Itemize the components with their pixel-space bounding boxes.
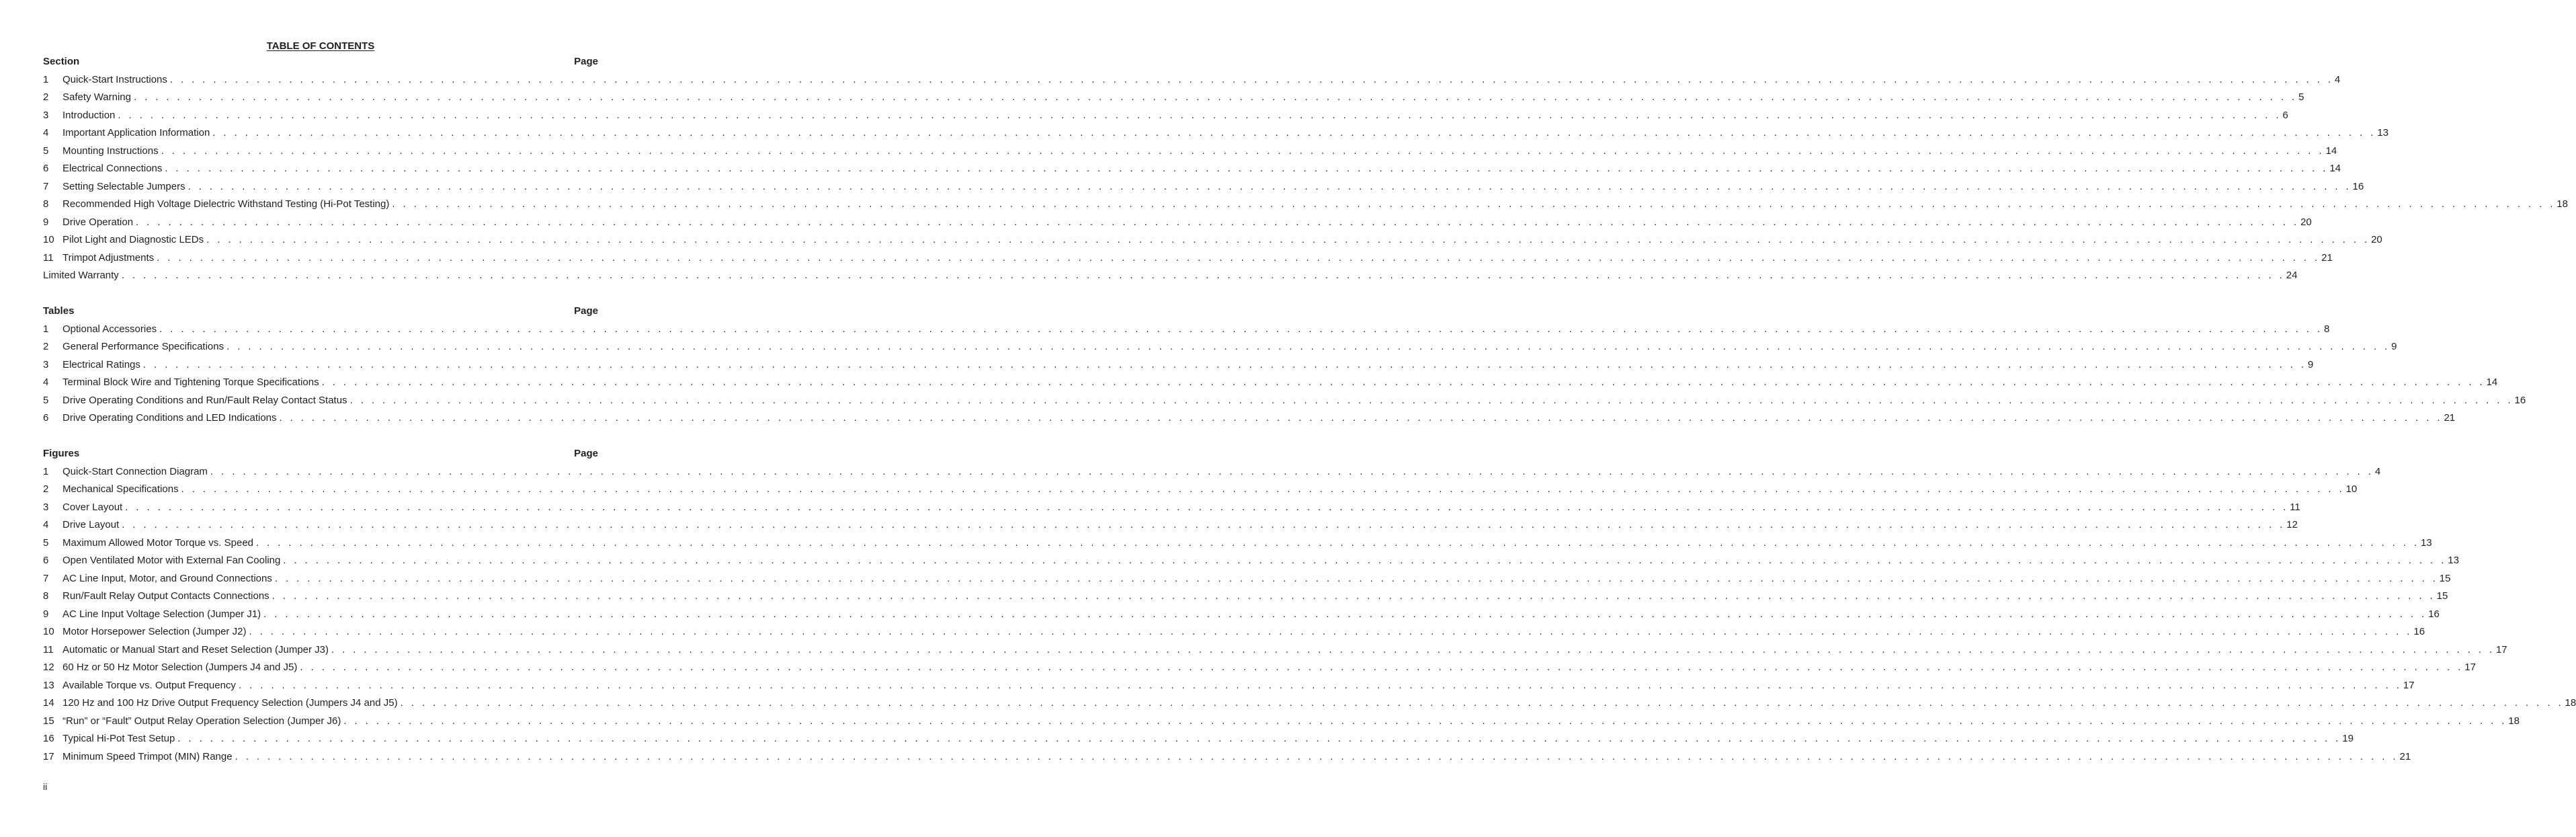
entry-label: Typical Hi-Pot Test Setup <box>63 733 175 744</box>
leader-dots: . . . . . . . . . . . . . . . . . . . . . . . . . . . . . . . . . . . . . . . . . . . . . . . . . . . . . . . . . . . . . . . . . . . . . . . . . . . . . . . . . . . . . . . . . . . . . . . . . . . . . . . . . . . . . . . . . . . . . . . . . . . . . . . . . . . . . . . . . . . . . . . . . . . . . . . . . . . . . . . . . . . . . . . . . . . . . . . . . . . . . . . . . . . . . . . . . . . . . . . . <box>235 750 2399 762</box>
leader-dots: . . . . . . . . . . . . . . . . . . . . . . . . . . . . . . . . . . . . . . . . . . . . . . . . . . . . . . . . . . . . . . . . . . . . . . . . . . . . . . . . . . . . . . . . . . . . . . . . . . . . . . . . . . . . . . . . . . . . . . . . . . . . . . . . . . . . . . . . . . . . . . . . . . . . . . . . . . . . . . . . . . . . . . . . . . . . . . . . . . . . . . . . . . . . . . . . . . . . . . . . <box>177 733 2341 744</box>
entry-label: Open Ventilated Motor with External Fan Cooling <box>63 555 281 566</box>
warranty-entry[interactable] <box>43 270 2298 288</box>
entry-page: 9 <box>2307 358 2314 370</box>
leader-dots: . . . . . . . . . . . . . . . . . . . . . . . . . . . . . . . . . . . . . . . . . . . . . . . . . . . . . . . . . . . . . . . . . . . . . . . . . . . . . . . . . . . . . . . . . . . . . . . . . . . . . . . . . . . . . . . . . . . . . . . . . . . . . . . . . . . . . . . . . . . . . . . . . . . . . . . . . . . . . . . . . . . . . . . . . . . . . . . . . . . . . . . . . . . . . . . . . . . . . . . . <box>142 358 2307 370</box>
toc-entry[interactable] <box>43 341 2397 359</box>
entry-label: Automatic or Manual Start and Reset Selection (Jumper J3) <box>63 643 329 655</box>
entry-page: 16 <box>2413 626 2425 637</box>
entry-label: Recommended High Voltage Dielectric Withstand Testing (Hi-Pot Testing) <box>63 198 390 210</box>
section-heading: Section <box>43 56 80 67</box>
entry-label: Pilot Light and Diagnostic LEDs <box>63 234 204 245</box>
toc-entry[interactable] <box>43 234 2382 252</box>
entry-label: Mounting Instructions <box>63 145 159 157</box>
entry-label: Drive Operation <box>63 216 134 228</box>
entry-page: 18 <box>2557 198 2568 210</box>
entry-page: 18 <box>2508 715 2520 727</box>
entry-label: 120 Hz and 100 Hz Drive Output Frequency Selection (Jumpers J4 and J5) <box>63 697 398 709</box>
leader-dots: . . . . . . . . . . . . . . . . . . . . . . . . . . . . . . . . . . . . . . . . . . . . . . . . . . . . . . . . . . . . . . . . . . . . . . . . . . . . . . . . . . . . . . . . . . . . . . . . . . . . . . . . . . . . . . . . . . . . . . . . . . . . . . . . . . . . . . . . . . . . . . . . . . . . . . . . . . . . . . . . . . . . . . . . . . . . . . . . . . . . . . . . . . . . . . . . . . . . . . . . <box>206 234 2370 245</box>
leader-dots: . . . . . . . . . . . . . . . . . . . . . . . . . . . . . . . . . . . . . . . . . . . . . . . . . . . . . . . . . . . . . . . . . . . . . . . . . . . . . . . . . . . . . . . . . . . . . . . . . . . . . . . . . . . . . . . . . . . . . . . . . . . . . . . . . . . . . . . . . . . . . . . . . . . . . . . . . . . . . . . . . . . . . . . . . . . . . . . . . . . . . . . . . . . . . . . . . . . . . . . . <box>165 163 2329 174</box>
leader-dots: . . . . . . . . . . . . . . . . . . . . . . . . . . . . . . . . . . . . . . . . . . . . . . . . . . . . . . . . . . . . . . . . . . . . . . . . . . . . . . . . . . . . . . . . . . . . . . . . . . . . . . . . . . . . . . . . . . . . . . . . . . . . . . . . . . . . . . . . . . . . . . . . . . . . . . . . . . . . . . . . . . . . . . . . . . . . . . . . . . . . . . . . . . . . . . . . . . . . . . . . <box>274 572 2438 584</box>
entry-page: 20 <box>2300 216 2312 228</box>
toc-entry[interactable] <box>43 412 2456 430</box>
entry-page: 14 <box>2486 376 2498 388</box>
entry-number: 5 <box>43 145 49 157</box>
leader-dots: . . . . . . . . . . . . . . . . . . . . . . . . . . . . . . . . . . . . . . . . . . . . . . . . . . . . . . . . . . . . . . . . . . . . . . . . . . . . . . . . . . . . . . . . . . . . . . . . . . . . . . . . . . . . . . . . . . . . . . . . . . . . . . . . . . . . . . . . . . . . . . . . . . . . . . . . . . . . . . . . . . . . . . . . . . . . . . . . . . . . . . . . . . . . . . . . . . . . . . . . <box>226 341 2391 352</box>
figures-page-heading: Page <box>574 448 598 459</box>
entry-label: Mechanical Specifications <box>63 483 179 495</box>
leader-dots: . . . . . . . . . . . . . . . . . . . . . . . . . . . . . . . . . . . . . . . . . . . . . . . . . . . . . . . . . . . . . . . . . . . . . . . . . . . . . . . . . . . . . . . . . . . . . . . . . . . . . . . . . . . . . . . . . . . . . . . . . . . . . . . . . . . . . . . . . . . . . . . . . . . . . . . . . . . . . . . . . . . . . . . . . . . . . . . . . . . . . . . . . . . . . . . . . . . . . . . . <box>188 180 2352 192</box>
toc-entry[interactable] <box>43 376 2498 395</box>
entry-page: 17 <box>2403 679 2415 691</box>
page-number-footer: ii <box>43 781 48 792</box>
tables-entries <box>43 323 2526 430</box>
leader-dots: . . . . . . . . . . . . . . . . . . . . . . . . . . . . . . . . . . . . . . . . . . . . . . . . . . . . . . . . . . . . . . . . . . . . . . . . . . . . . . . . . . . . . . . . . . . . . . . . . . . . . . . . . . . . . . . . . . . . . . . . . . . . . . . . . . . . . . . . . . . . . . . . . . . . . . . . . . . . . . . . . . . . . . . . . . . . . . . . . . . . . . . . . . . . . . . . . . . . . . . . <box>169 73 2333 85</box>
entry-label: Terminal Block Wire and Tightening Torque Specifications <box>63 376 319 388</box>
leader-dots: . . . . . . . . . . . . . . . . . . . . . . . . . . . . . . . . . . . . . . . . . . . . . . . . . . . . . . . . . . . . . . . . . . . . . . . . . . . . . . . . . . . . . . . . . . . . . . . . . . . . . . . . . . . . . . . . . . . . . . . . . . . . . . . . . . . . . . . . . . . . . . . . . . . . . . . . . . . . . . . . . . . . . . . . . . . . . . . . . . . . . . . . . . . . . . . . . . . . . . . . <box>279 412 2443 424</box>
entry-number: 2 <box>43 91 49 103</box>
leader-dots: . . . . . . . . . . . . . . . . . . . . . . . . . . . . . . . . . . . . . . . . . . . . . . . . . . . . . . . . . . . . . . . . . . . . . . . . . . . . . . . . . . . . . . . . . . . . . . . . . . . . . . . . . . . . . . . . . . . . . . . . . . . . . . . . . . . . . . . . . . . . . . . . . . . . . . . . . . . . . . . . . . . . . . . . . . . . . . . . . . . . . . . . . . . . . . . . . . . . . . . . <box>136 216 2299 228</box>
entry-page: 11 <box>2290 501 2300 513</box>
entry-page: 14 <box>2329 163 2341 174</box>
entry-page: 18 <box>2565 697 2576 709</box>
toc-entry[interactable] <box>43 91 2304 110</box>
entry-page: 19 <box>2342 733 2354 744</box>
entry-label: Trimpot Adjustments <box>63 251 155 264</box>
leader-dots: . . . . . . . . . . . . . . . . . . . . . . . . . . . . . . . . . . . . . . . . . . . . . . . . . . . . . . . . . . . . . . . . . . . . . . . . . . . . . . . . . . . . . . . . . . . . . . . . . . . . . . . . . . . . . . . . . . . . . . . . . . . . . . . . . . . . . . . . . . . . . . . . . . . . . . . . . . . . . . . . . . . . . . . . . . . . . . . . . . . . . . . . . . . . . . . . . . . . . . . . <box>125 501 2289 513</box>
leader-dots: . . . . . . . . . . . . . . . . . . . . . . . . . . . . . . . . . . . . . . . . . . . . . . . . . . . . . . . . . . . . . . . . . . . . . . . . . . . . . . . . . . . . . . . . . . . . . . . . . . . . . . . . . . . . . . . . . . . . . . . . . . . . . . . . . . . . . . . . . . . . . . . . . . . . . . . . . . . . . . . . . . . . . . . . . . . . . . . . . . . . . . . . . . . . . . . . . . . . . . . . <box>400 697 2564 709</box>
entry-number: 5 <box>43 536 49 549</box>
entry-number: 3 <box>43 358 49 370</box>
leader-dots: . . . . . . . . . . . . . . . . . . . . . . . . . . . . . . . . . . . . . . . . . . . . . . . . . . . . . . . . . . . . . . . . . . . . . . . . . . . . . . . . . . . . . . . . . . . . . . . . . . . . . . . . . . . . . . . . . . . . . . . . . . . . . . . . . . . . . . . . . . . . . . . . . . . . . . . . . . . . . . . . . . . . . . . . . . . . . . . . . . . . . . . . . . . . . . . . . . . . . . . . <box>300 662 2464 673</box>
entry-number: 9 <box>43 216 49 228</box>
entry-label: Limited Warranty <box>43 270 119 281</box>
entry-page: 24 <box>2286 270 2298 281</box>
entry-page: 6 <box>2282 109 2288 121</box>
entry-page: 13 <box>2448 555 2459 566</box>
entry-number: 10 <box>43 626 54 637</box>
toc-entry[interactable] <box>43 127 2388 145</box>
entry-page: 15 <box>2436 590 2448 602</box>
entry-number: 7 <box>43 572 49 584</box>
entry-page: 15 <box>2439 572 2451 584</box>
leader-dots: . . . . . . . . . . . . . . . . . . . . . . . . . . . . . . . . . . . . . . . . . . . . . . . . . . . . . . . . . . . . . . . . . . . . . . . . . . . . . . . . . . . . . . . . . . . . . . . . . . . . . . . . . . . . . . . . . . . . . . . . . . . . . . . . . . . . . . . . . . . . . . . . . . . . . . . . . . . . . . . . . . . . . . . . . . . . . . . . . . . . . . . . . . . . . . . . . . . . . . . . <box>343 715 2507 727</box>
entry-page: 21 <box>2399 750 2411 762</box>
entry-number: 16 <box>43 733 54 744</box>
toc-figures-list <box>43 448 2576 768</box>
entry-page: 16 <box>2352 180 2364 192</box>
entry-page: 17 <box>2464 662 2476 673</box>
toc-entry[interactable] <box>43 555 2459 573</box>
tables-header <box>43 305 598 323</box>
entry-label: Electrical Ratings <box>63 358 140 370</box>
section-page-heading: Page <box>574 56 598 67</box>
entry-page: 21 <box>2444 412 2456 424</box>
toc-entry[interactable] <box>43 697 2576 715</box>
entry-page: 10 <box>2345 483 2358 495</box>
toc-entry[interactable] <box>43 679 2415 698</box>
leader-dots: . . . . . . . . . . . . . . . . . . . . . . . . . . . . . . . . . . . . . . . . . . . . . . . . . . . . . . . . . . . . . . . . . . . . . . . . . . . . . . . . . . . . . . . . . . . . . . . . . . . . . . . . . . . . . . . . . . . . . . . . . . . . . . . . . . . . . . . . . . . . . . . . . . . . . . . . . . . . . . . . . . . . . . . . . . . . . . . . . . . . . . . . . . . . . . . . . . . . . . . . <box>238 679 2402 691</box>
figures-heading: Figures <box>43 448 80 459</box>
leader-dots: . . . . . . . . . . . . . . . . . . . . . . . . . . . . . . . . . . . . . . . . . . . . . . . . . . . . . . . . . . . . . . . . . . . . . . . . . . . . . . . . . . . . . . . . . . . . . . . . . . . . . . . . . . . . . . . . . . . . . . . . . . . . . . . . . . . . . . . . . . . . . . . . . . . . . . . . . . . . . . . . . . . . . . . . . . . . . . . . . . . . . . . . . . . . . . . . . . . . . . . . <box>181 483 2345 495</box>
entry-number: 1 <box>43 323 49 335</box>
entry-number: 2 <box>43 341 49 352</box>
section-header <box>43 56 598 74</box>
entry-number: 6 <box>43 163 49 174</box>
entry-number: 12 <box>43 662 54 673</box>
toc-entry[interactable] <box>43 590 2448 608</box>
entry-number: 14 <box>43 697 54 709</box>
entry-number: 1 <box>43 465 49 477</box>
leader-dots: . . . . . . . . . . . . . . . . . . . . . . . . . . . . . . . . . . . . . . . . . . . . . . . . . . . . . . . . . . . . . . . . . . . . . . . . . . . . . . . . . . . . . . . . . . . . . . . . . . . . . . . . . . . . . . . . . . . . . . . . . . . . . . . . . . . . . . . . . . . . . . . . . . . . . . . . . . . . . . . . . . . . . . . . . . . . . . . . . . . . . . . . . . . . . . . . . . . . . . . . <box>157 251 2321 264</box>
entry-page: 13 <box>2420 536 2432 549</box>
leader-dots: . . . . . . . . . . . . . . . . . . . . . . . . . . . . . . . . . . . . . . . . . . . . . . . . . . . . . . . . . . . . . . . . . . . . . . . . . . . . . . . . . . . . . . . . . . . . . . . . . . . . . . . . . . . . . . . . . . . . . . . . . . . . . . . . . . . . . . . . . . . . . . . . . . . . . . . . . . . . . . . . . . . . . . . . . . . . . . . . . . . . . . . . . . . . . . . . . . . . . . . . <box>212 127 2376 138</box>
toc-entry[interactable] <box>43 251 2333 270</box>
entry-number: 3 <box>43 501 49 513</box>
figures-entries <box>43 465 2576 769</box>
entry-number: 7 <box>43 180 49 192</box>
entry-number: 2 <box>43 483 49 495</box>
leader-dots: . . . . . . . . . . . . . . . . . . . . . . . . . . . . . . . . . . . . . . . . . . . . . . . . . . . . . . . . . . . . . . . . . . . . . . . . . . . . . . . . . . . . . . . . . . . . . . . . . . . . . . . . . . . . . . . . . . . . . . . . . . . . . . . . . . . . . . . . . . . . . . . . . . . . . . . . . . . . . . . . . . . . . . . . . . . . . . . . . . . . . . . . . . . . . . . . . . . . . . . . <box>121 270 2285 281</box>
toc-entry[interactable] <box>43 109 2288 128</box>
toc-entry[interactable] <box>43 501 2300 520</box>
entry-page: 5 <box>2298 91 2304 103</box>
toc-entry[interactable] <box>43 483 2358 502</box>
entry-label: Quick-Start Connection Diagram <box>63 465 208 477</box>
leader-dots: . . . . . . . . . . . . . . . . . . . . . . . . . . . . . . . . . . . . . . . . . . . . . . . . . . . . . . . . . . . . . . . . . . . . . . . . . . . . . . . . . . . . . . . . . . . . . . . . . . . . . . . . . . . . . . . . . . . . . . . . . . . . . . . . . . . . . . . . . . . . . . . . . . . . . . . . . . . . . . . . . . . . . . . . . . . . . . . . . . . . . . . . . . . . . . . . . . . . . . . . <box>321 376 2485 388</box>
entry-number: 8 <box>43 198 49 210</box>
toc-entry[interactable] <box>43 662 2476 680</box>
page-title: TABLE OF CONTENTS <box>266 40 375 52</box>
entry-label: Available Torque vs. Output Frequency <box>63 679 236 691</box>
leader-dots: . . . . . . . . . . . . . . . . . . . . . . . . . . . . . . . . . . . . . . . . . . . . . . . . . . . . . . . . . . . . . . . . . . . . . . . . . . . . . . . . . . . . . . . . . . . . . . . . . . . . . . . . . . . . . . . . . . . . . . . . . . . . . . . . . . . . . . . . . . . . . . . . . . . . . . . . . . . . . . . . . . . . . . . . . . . . . . . . . . . . . . . . . . . . . . . . . . . . . . . . <box>331 643 2495 655</box>
entry-label: Motor Horsepower Selection (Jumper J2) <box>63 626 247 637</box>
toc-entry[interactable] <box>43 608 2440 627</box>
toc-entry[interactable] <box>43 216 2312 235</box>
entry-label: AC Line Input, Motor, and Ground Connections <box>63 572 272 584</box>
entry-label: Electrical Connections <box>63 163 163 174</box>
leader-dots: . . . . . . . . . . . . . . . . . . . . . . . . . . . . . . . . . . . . . . . . . . . . . . . . . . . . . . . . . . . . . . . . . . . . . . . . . . . . . . . . . . . . . . . . . . . . . . . . . . . . . . . . . . . . . . . . . . . . . . . . . . . . . . . . . . . . . . . . . . . . . . . . . . . . . . . . . . . . . . . . . . . . . . . . . . . . . . . . . . . . . . . . . . . . . . . . . . . . . . . . <box>256 536 2419 549</box>
entry-page: 8 <box>2324 323 2330 335</box>
entry-page: 13 <box>2377 127 2388 138</box>
entry-number: 11 <box>43 251 54 264</box>
entry-page: 16 <box>2428 608 2440 620</box>
toc-entry[interactable] <box>43 519 2298 537</box>
entry-number: 15 <box>43 715 54 727</box>
toc-entry[interactable] <box>43 145 2337 163</box>
toc-entry[interactable] <box>43 73 2341 92</box>
figures-header <box>43 448 598 466</box>
leader-dots: . . . . . . . . . . . . . . . . . . . . . . . . . . . . . . . . . . . . . . . . . . . . . . . . . . . . . . . . . . . . . . . . . . . . . . . . . . . . . . . . . . . . . . . . . . . . . . . . . . . . . . . . . . . . . . . . . . . . . . . . . . . . . . . . . . . . . . . . . . . . . . . . . . . . . . . . . . . . . . . . . . . . . . . . . . . . . . . . . . . . . . . . . . . . . . . . . . . . . . . . <box>210 465 2374 477</box>
toc-entry[interactable] <box>43 323 2330 342</box>
leader-dots: . . . . . . . . . . . . . . . . . . . . . . . . . . . . . . . . . . . . . . . . . . . . . . . . . . . . . . . . . . . . . . . . . . . . . . . . . . . . . . . . . . . . . . . . . . . . . . . . . . . . . . . . . . . . . . . . . . . . . . . . . . . . . . . . . . . . . . . . . . . . . . . . . . . . . . . . . . . . . . . . . . . . . . . . . . . . . . . . . . . . . . . . . . . . . . . . . . . . . . . . <box>134 91 2297 103</box>
entry-label: Optional Accessories <box>63 323 157 335</box>
entry-number: 8 <box>43 590 49 602</box>
entry-label: Minimum Speed Trimpot (MIN) Range <box>63 750 233 762</box>
entry-page: 4 <box>2374 465 2381 477</box>
entry-label: Important Application Information <box>63 127 210 138</box>
entry-page: 21 <box>2321 251 2333 264</box>
toc-entry[interactable] <box>43 536 2432 555</box>
entry-label: Drive Operating Conditions and LED Indications <box>63 412 277 424</box>
toc-tables-list <box>43 305 2526 430</box>
leader-dots: . . . . . . . . . . . . . . . . . . . . . . . . . . . . . . . . . . . . . . . . . . . . . . . . . . . . . . . . . . . . . . . . . . . . . . . . . . . . . . . . . . . . . . . . . . . . . . . . . . . . . . . . . . . . . . . . . . . . . . . . . . . . . . . . . . . . . . . . . . . . . . . . . . . . . . . . . . . . . . . . . . . . . . . . . . . . . . . . . . . . . . . . . . . . . . . . . . . . . . . . <box>118 109 2282 121</box>
toc-entry[interactable] <box>43 465 2381 484</box>
entry-page: 16 <box>2514 394 2526 406</box>
entry-label: Safety Warning <box>63 91 131 103</box>
entry-number: 4 <box>43 519 49 530</box>
entry-page: 17 <box>2495 643 2507 655</box>
entry-label: Quick-Start Instructions <box>63 73 167 85</box>
entry-number: 6 <box>43 555 49 566</box>
leader-dots: . . . . . . . . . . . . . . . . . . . . . . . . . . . . . . . . . . . . . . . . . . . . . . . . . . . . . . . . . . . . . . . . . . . . . . . . . . . . . . . . . . . . . . . . . . . . . . . . . . . . . . . . . . . . . . . . . . . . . . . . . . . . . . . . . . . . . . . . . . . . . . . . . . . . . . . . . . . . . . . . . . . . . . . . . . . . . . . . . . . . . . . . . . . . . . . . . . . . . . . . <box>122 519 2286 530</box>
leader-dots: . . . . . . . . . . . . . . . . . . . . . . . . . . . . . . . . . . . . . . . . . . . . . . . . . . . . . . . . . . . . . . . . . . . . . . . . . . . . . . . . . . . . . . . . . . . . . . . . . . . . . . . . . . . . . . . . . . . . . . . . . . . . . . . . . . . . . . . . . . . . . . . . . . . . . . . . . . . . . . . . . . . . . . . . . . . . . . . . . . . . . . . . . . . . . . . . . . . . . . . . <box>159 323 2323 335</box>
entry-page: 4 <box>2334 73 2341 85</box>
entry-page: 14 <box>2325 145 2337 157</box>
toc-entry[interactable] <box>43 733 2354 751</box>
toc-entry[interactable] <box>43 198 2568 216</box>
tables-page-heading: Page <box>574 305 598 317</box>
entry-label: AC Line Input Voltage Selection (Jumper J1) <box>63 608 261 620</box>
entry-number: 4 <box>43 376 49 388</box>
toc-entry[interactable] <box>43 572 2451 591</box>
entry-label: Introduction <box>63 109 116 121</box>
entry-label: Setting Selectable Jumpers <box>63 180 185 192</box>
entry-number: 13 <box>43 679 54 691</box>
leader-dots: . . . . . . . . . . . . . . . . . . . . . . . . . . . . . . . . . . . . . . . . . . . . . . . . . . . . . . . . . . . . . . . . . . . . . . . . . . . . . . . . . . . . . . . . . . . . . . . . . . . . . . . . . . . . . . . . . . . . . . . . . . . . . . . . . . . . . . . . . . . . . . . . . . . . . . . . . . . . . . . . . . . . . . . . . . . . . . . . . . . . . . . . . . . . . . . . . . . . . . . . <box>283 555 2447 566</box>
entry-page: 20 <box>2371 234 2382 245</box>
entry-number: 4 <box>43 127 49 138</box>
leader-dots: . . . . . . . . . . . . . . . . . . . . . . . . . . . . . . . . . . . . . . . . . . . . . . . . . . . . . . . . . . . . . . . . . . . . . . . . . . . . . . . . . . . . . . . . . . . . . . . . . . . . . . . . . . . . . . . . . . . . . . . . . . . . . . . . . . . . . . . . . . . . . . . . . . . . . . . . . . . . . . . . . . . . . . . . . . . . . . . . . . . . . . . . . . . . . . . . . . . . . . . . <box>161 145 2325 157</box>
entry-label: 60 Hz or 50 Hz Motor Selection (Jumpers J4 and J5) <box>63 662 298 673</box>
toc-entry[interactable] <box>43 750 2411 769</box>
toc-entry[interactable] <box>43 180 2364 199</box>
toc-entry[interactable] <box>43 358 2314 377</box>
toc-entry[interactable] <box>43 643 2507 662</box>
toc-entry[interactable] <box>43 715 2520 733</box>
entry-label: Drive Layout <box>63 519 120 530</box>
entry-number: 1 <box>43 73 49 85</box>
leader-dots: . . . . . . . . . . . . . . . . . . . . . . . . . . . . . . . . . . . . . . . . . . . . . . . . . . . . . . . . . . . . . . . . . . . . . . . . . . . . . . . . . . . . . . . . . . . . . . . . . . . . . . . . . . . . . . . . . . . . . . . . . . . . . . . . . . . . . . . . . . . . . . . . . . . . . . . . . . . . . . . . . . . . . . . . . . . . . . . . . . . . . . . . . . . . . . . . . . . . . . . . <box>249 626 2413 637</box>
section-entries <box>43 73 2568 270</box>
entry-label: Drive Operating Conditions and Run/Fault Relay Contact Status <box>63 394 347 406</box>
leader-dots: . . . . . . . . . . . . . . . . . . . . . . . . . . . . . . . . . . . . . . . . . . . . . . . . . . . . . . . . . . . . . . . . . . . . . . . . . . . . . . . . . . . . . . . . . . . . . . . . . . . . . . . . . . . . . . . . . . . . . . . . . . . . . . . . . . . . . . . . . . . . . . . . . . . . . . . . . . . . . . . . . . . . . . . . . . . . . . . . . . . . . . . . . . . . . . . . . . . . . . . . <box>263 608 2427 620</box>
entry-number: 3 <box>43 109 49 121</box>
tables-heading: Tables <box>43 305 75 317</box>
entry-label: Cover Layout <box>63 501 123 513</box>
entry-page: 9 <box>2391 341 2397 352</box>
leader-dots: . . . . . . . . . . . . . . . . . . . . . . . . . . . . . . . . . . . . . . . . . . . . . . . . . . . . . . . . . . . . . . . . . . . . . . . . . . . . . . . . . . . . . . . . . . . . . . . . . . . . . . . . . . . . . . . . . . . . . . . . . . . . . . . . . . . . . . . . . . . . . . . . . . . . . . . . . . . . . . . . . . . . . . . . . . . . . . . . . . . . . . . . . . . . . . . . . . . . . . . . <box>272 590 2436 602</box>
entry-number: 11 <box>43 643 54 655</box>
entry-number: 10 <box>43 234 54 245</box>
toc-entry[interactable] <box>43 626 2425 644</box>
leader-dots: . . . . . . . . . . . . . . . . . . . . . . . . . . . . . . . . . . . . . . . . . . . . . . . . . . . . . . . . . . . . . . . . . . . . . . . . . . . . . . . . . . . . . . . . . . . . . . . . . . . . . . . . . . . . . . . . . . . . . . . . . . . . . . . . . . . . . . . . . . . . . . . . . . . . . . . . . . . . . . . . . . . . . . . . . . . . . . . . . . . . . . . . . . . . . . . . . . . . . . . . <box>392 198 2556 210</box>
entry-number: 6 <box>43 412 49 424</box>
entry-number: 17 <box>43 750 54 762</box>
toc-section-list <box>43 56 2568 288</box>
entry-page: 12 <box>2286 519 2298 530</box>
toc-entry[interactable] <box>43 394 2526 413</box>
leader-dots: . . . . . . . . . . . . . . . . . . . . . . . . . . . . . . . . . . . . . . . . . . . . . . . . . . . . . . . . . . . . . . . . . . . . . . . . . . . . . . . . . . . . . . . . . . . . . . . . . . . . . . . . . . . . . . . . . . . . . . . . . . . . . . . . . . . . . . . . . . . . . . . . . . . . . . . . . . . . . . . . . . . . . . . . . . . . . . . . . . . . . . . . . . . . . . . . . . . . . . . . <box>349 394 2513 406</box>
entry-label: General Performance Specifications <box>63 341 224 352</box>
entry-label: Run/Fault Relay Output Contacts Connections <box>63 590 269 602</box>
entry-number: 5 <box>43 394 49 406</box>
entry-number: 9 <box>43 608 49 620</box>
toc-entry[interactable] <box>43 163 2341 181</box>
entry-label: Maximum Allowed Motor Torque vs. Speed <box>63 536 254 549</box>
entry-label: “Run” or “Fault” Output Relay Operation Selection (Jumper J6) <box>63 715 341 727</box>
